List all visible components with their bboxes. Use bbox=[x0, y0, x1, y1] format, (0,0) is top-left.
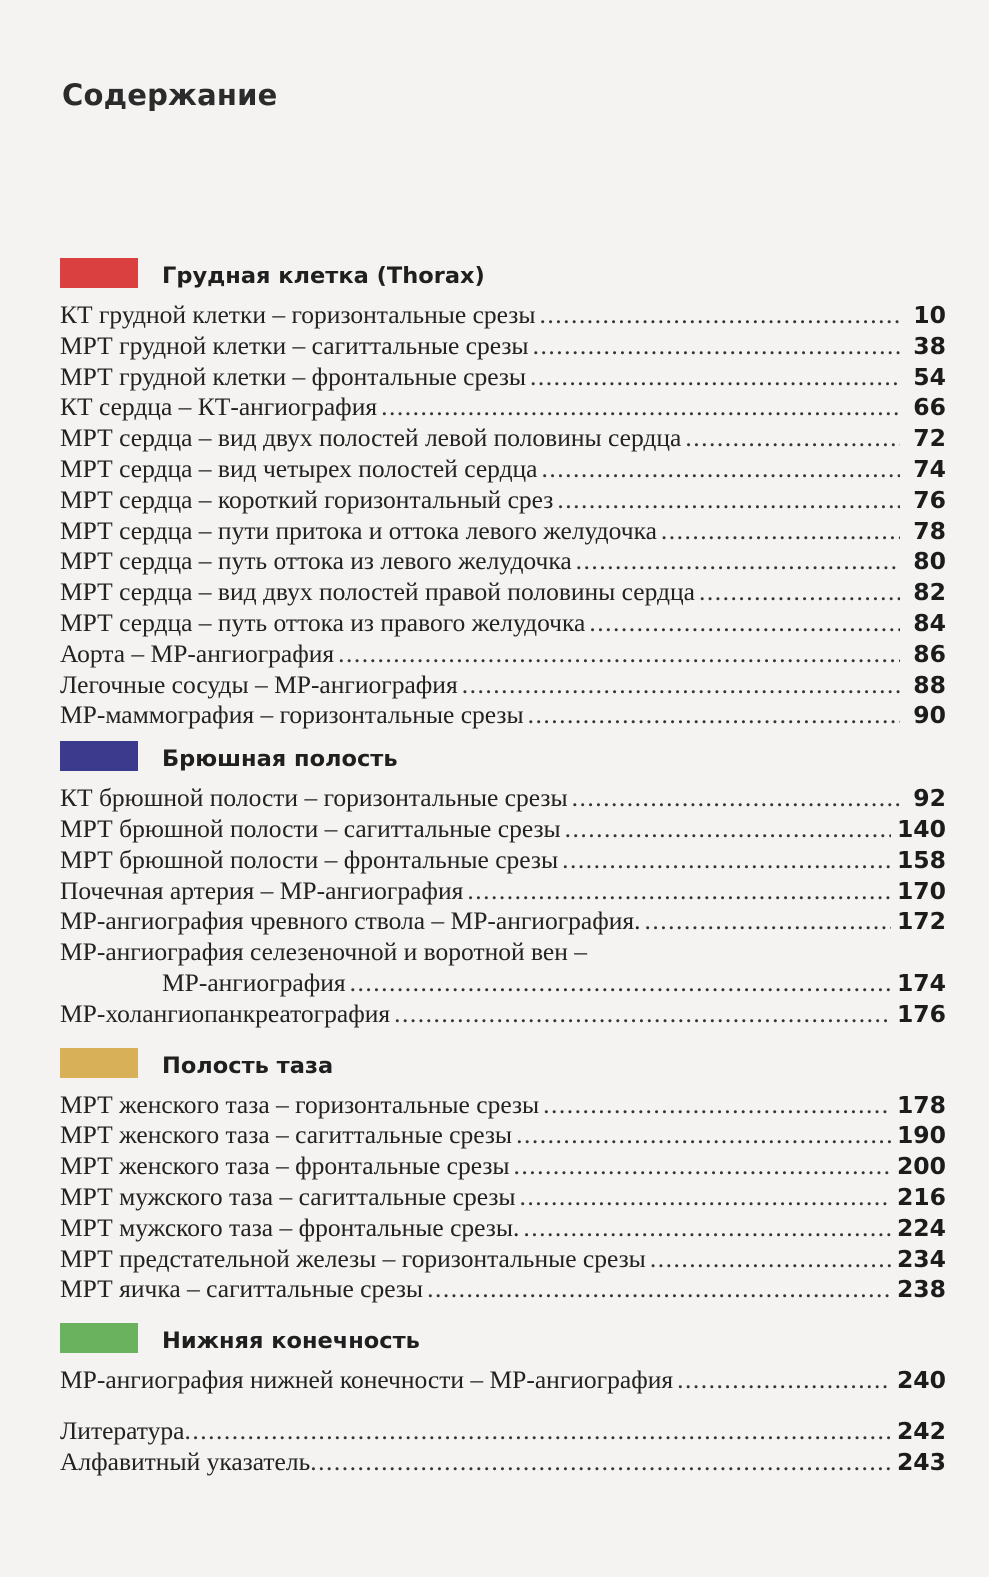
entry-label: МР-ангиография чревного ствола – МР-ангиография. bbox=[60, 906, 641, 936]
toc-entry[interactable] bbox=[60, 1120, 946, 1151]
entry-label: КТ брюшной полости – горизонтальные срезы bbox=[60, 783, 568, 813]
section-color-swatch bbox=[60, 741, 138, 771]
toc-entry[interactable] bbox=[60, 362, 946, 393]
entry-label: МР-холангиопанкреатография bbox=[60, 998, 391, 1028]
section-title: Полость таза bbox=[162, 1052, 334, 1079]
entry-page-number: 78 bbox=[913, 516, 946, 545]
entry-label: МРТ женского таза – сагиттальные срезы bbox=[60, 1120, 513, 1150]
entry-label: МРТ сердца – путь оттока из левого желудочка bbox=[60, 546, 572, 576]
section-pelvis bbox=[60, 1048, 946, 1306]
section-color-swatch bbox=[60, 258, 138, 288]
entry-label: МРТ сердца – вид двух полостей правой половины сердца bbox=[60, 577, 695, 607]
dot-leader bbox=[427, 1274, 891, 1304]
dot-leader bbox=[589, 608, 900, 638]
entry-page-number: 140 bbox=[896, 814, 946, 843]
toc-entry[interactable] bbox=[60, 1090, 946, 1121]
toc-entry[interactable] bbox=[60, 577, 946, 608]
toc-entry[interactable] bbox=[60, 546, 946, 577]
toc-entry[interactable] bbox=[60, 999, 946, 1030]
dot-leader bbox=[699, 577, 900, 607]
entry-label: МРТ сердца – пути притока и оттока левого желудочка bbox=[60, 515, 657, 545]
entry-label: МРТ грудной клетки – фронтальные срезы bbox=[60, 361, 527, 391]
toc-entry[interactable] bbox=[60, 516, 946, 547]
entry-label: МРТ сердца – вид двух полостей левой половины сердца bbox=[60, 423, 682, 453]
dot-leader bbox=[543, 1090, 891, 1120]
entry-label: МР-маммография – горизонтальные срезы bbox=[60, 700, 524, 730]
entry-page-number: 74 bbox=[913, 454, 946, 483]
dot-leader bbox=[540, 300, 901, 330]
entry-page-number: 243 bbox=[896, 1447, 946, 1476]
toc-entry[interactable] bbox=[60, 968, 946, 999]
dot-leader bbox=[562, 845, 891, 875]
dot-leader bbox=[533, 331, 900, 361]
toc-entry[interactable] bbox=[60, 937, 946, 968]
entry-label: Литература bbox=[60, 1415, 185, 1445]
entry-label: КТ сердца – КТ-ангиография bbox=[60, 392, 378, 422]
entry-page-number: 84 bbox=[913, 608, 946, 637]
entry-label: МРТ яичка – сагиттальные срезы bbox=[60, 1274, 424, 1304]
entry-label: МРТ брюшной полости – сагиттальные срезы bbox=[60, 813, 561, 843]
dot-leader bbox=[530, 362, 900, 392]
entry-page-number: 158 bbox=[896, 845, 946, 874]
entry-label: Алфавитный указатель bbox=[60, 1446, 311, 1476]
section-color-swatch bbox=[60, 1323, 138, 1353]
dot-leader bbox=[528, 700, 900, 730]
entry-page-number: 170 bbox=[896, 876, 946, 905]
section-title: Грудная клетка (Thorax) bbox=[162, 263, 485, 289]
entry-page-number: 240 bbox=[896, 1366, 946, 1395]
toc-entry[interactable] bbox=[60, 1182, 946, 1213]
entry-label: МР-ангиография bbox=[162, 967, 346, 997]
dot-leader bbox=[338, 639, 900, 669]
entry-page-number: 174 bbox=[896, 968, 946, 997]
entry-page-number: 200 bbox=[896, 1152, 946, 1181]
toc-entry[interactable] bbox=[60, 1274, 946, 1305]
entry-page-number: 10 bbox=[913, 301, 946, 329]
dot-leader bbox=[520, 1182, 891, 1212]
toc-entry[interactable] bbox=[60, 1213, 946, 1244]
entry-page-number: 38 bbox=[913, 331, 946, 360]
section-header bbox=[60, 1048, 946, 1088]
section-lower-limb bbox=[60, 1323, 946, 1396]
toc-entry[interactable] bbox=[60, 454, 946, 485]
entry-label: МРТ сердца – путь оттока из правого желудочка bbox=[60, 607, 586, 637]
toc-entry[interactable] bbox=[60, 331, 946, 362]
entry-page-number: 176 bbox=[896, 999, 946, 1028]
entry-page-number: 172 bbox=[896, 907, 946, 936]
entry-page-number: 216 bbox=[896, 1182, 946, 1211]
entry-page-number: 82 bbox=[913, 578, 946, 607]
entry-label: МР-ангиография нижней конечности – МР-ангиография bbox=[60, 1365, 674, 1395]
toc-entry[interactable] bbox=[60, 639, 946, 670]
toc-entry[interactable] bbox=[60, 814, 946, 845]
entry-label: МР-ангиография селезеночной и воротной вен – bbox=[60, 937, 587, 967]
section-header bbox=[60, 258, 946, 298]
dot-leader bbox=[350, 968, 891, 998]
toc-entry[interactable] bbox=[60, 845, 946, 876]
dot-leader bbox=[565, 814, 891, 844]
toc-entry[interactable] bbox=[60, 392, 946, 423]
entry-label: МРТ женского таза – фронтальные срезы bbox=[60, 1151, 510, 1181]
entry-label: Почечная артерия – МР-ангиография bbox=[60, 875, 464, 905]
toc-entry[interactable] bbox=[60, 608, 946, 639]
entry-label: МРТ мужского таза – фронтальные срезы. bbox=[60, 1212, 520, 1242]
dot-leader bbox=[310, 1447, 891, 1477]
dot-leader bbox=[394, 999, 891, 1029]
entry-label: Аорта – МР-ангиография bbox=[60, 638, 335, 668]
toc-entry[interactable] bbox=[60, 485, 946, 516]
dot-leader bbox=[677, 1365, 891, 1395]
dot-leader bbox=[516, 1120, 891, 1150]
toc-entry[interactable] bbox=[60, 1416, 946, 1447]
section-title: Брюшная полость bbox=[162, 746, 398, 773]
toc-entry[interactable] bbox=[60, 1151, 946, 1182]
entry-page-number: 80 bbox=[913, 547, 946, 576]
entry-page-number: 242 bbox=[896, 1416, 946, 1445]
entry-page-number: 54 bbox=[913, 362, 946, 391]
entry-label: МРТ мужского таза – сагиттальные срезы bbox=[60, 1181, 516, 1211]
entry-label: МРТ женского таза – горизонтальные срезы bbox=[60, 1089, 540, 1119]
entry-page-number: 92 bbox=[913, 784, 946, 813]
section-title: Нижняя конечность bbox=[162, 1328, 420, 1355]
section-thorax bbox=[60, 258, 946, 731]
dot-leader bbox=[645, 906, 891, 936]
dot-leader bbox=[650, 1244, 891, 1274]
dot-leader bbox=[523, 1213, 891, 1243]
entry-label: Легочные сосуды – МР-ангиография bbox=[60, 669, 458, 699]
entry-page-number: 86 bbox=[913, 639, 946, 668]
toc-entry[interactable] bbox=[60, 300, 946, 331]
toc-entry[interactable] bbox=[60, 876, 946, 907]
section-header bbox=[60, 741, 946, 781]
entry-label: МРТ брюшной полости – фронтальные срезы bbox=[60, 844, 559, 874]
toc-entry[interactable] bbox=[60, 1447, 946, 1478]
section-color-swatch bbox=[60, 1048, 138, 1078]
entry-page-number: 66 bbox=[913, 393, 946, 422]
entry-page-number: 76 bbox=[913, 485, 946, 514]
dot-leader bbox=[184, 1416, 891, 1446]
toc-entry[interactable] bbox=[60, 783, 946, 814]
entry-page-number: 72 bbox=[913, 424, 946, 453]
entry-page-number: 88 bbox=[913, 670, 946, 699]
entry-page-number: 90 bbox=[913, 701, 946, 730]
toc-entry[interactable] bbox=[60, 1365, 946, 1396]
dot-leader bbox=[381, 392, 900, 422]
toc-entry[interactable] bbox=[60, 700, 946, 731]
toc-entry[interactable] bbox=[60, 906, 946, 937]
entry-label: КТ грудной клетки – горизонтальные срезы bbox=[60, 300, 536, 329]
page-title: Содержание bbox=[62, 78, 278, 112]
dot-leader bbox=[542, 454, 900, 484]
dot-leader bbox=[462, 670, 900, 700]
toc-entry[interactable] bbox=[60, 670, 946, 701]
entry-page-number: 234 bbox=[896, 1244, 946, 1273]
dot-leader bbox=[576, 546, 900, 576]
table-of-contents bbox=[60, 258, 946, 1478]
entry-label: МРТ предстательной железы – горизонтальные срезы bbox=[60, 1243, 646, 1273]
dot-leader bbox=[514, 1151, 891, 1181]
dot-leader bbox=[685, 423, 900, 453]
toc-entry[interactable] bbox=[60, 423, 946, 454]
entry-page-number: 190 bbox=[896, 1121, 946, 1150]
entry-label: МРТ грудной клетки – сагиттальные срезы bbox=[60, 330, 529, 360]
entry-page-number: 224 bbox=[896, 1213, 946, 1242]
toc-entry[interactable] bbox=[60, 1244, 946, 1275]
dot-leader bbox=[557, 485, 900, 515]
entry-page-number: 178 bbox=[896, 1090, 946, 1119]
section-back-matter bbox=[60, 1416, 946, 1478]
entry-label: МРТ сердца – короткий горизонтальный срез bbox=[60, 484, 554, 514]
dot-leader bbox=[467, 876, 891, 906]
section-header bbox=[60, 1323, 946, 1363]
section-abdomen bbox=[60, 741, 946, 1029]
entry-page-number: 238 bbox=[896, 1275, 946, 1304]
dot-leader bbox=[661, 516, 900, 546]
dot-leader bbox=[572, 783, 900, 813]
entry-label: МРТ сердца – вид четырех полостей сердца bbox=[60, 453, 538, 483]
